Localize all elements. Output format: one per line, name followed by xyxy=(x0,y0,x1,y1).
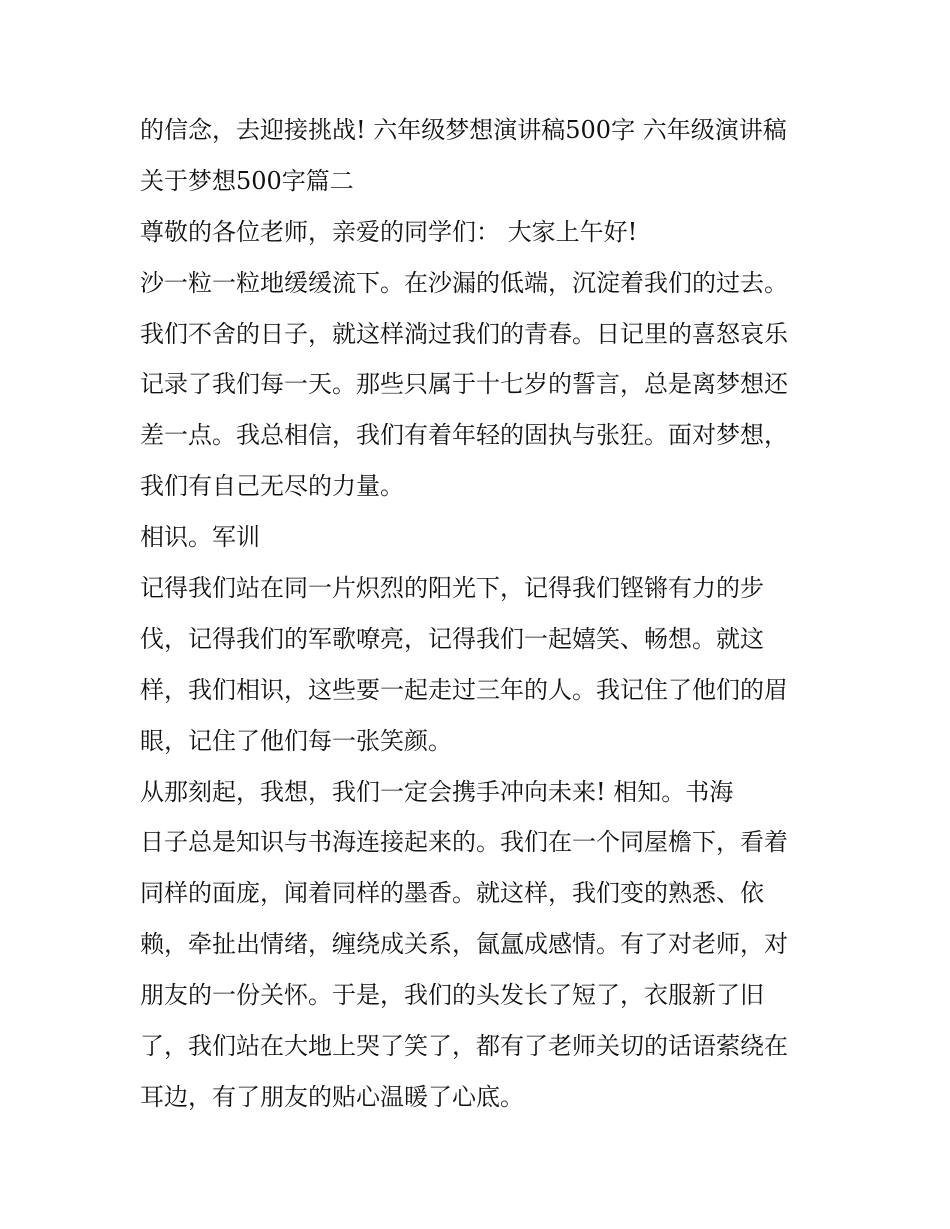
text-line: 尊敬的各位老师，亲爱的同学们： 大家上午好! xyxy=(140,217,638,246)
text-line: 样，我们相识，这些要一起走过三年的人。我记住了他们的眉 xyxy=(140,675,788,704)
text-line: 记录了我们每一天。那些只属于十七岁的誓言，总是离梦想还 xyxy=(140,370,788,399)
text-line: 沙一粒一粒地缓缓流下。在沙漏的低端，沉淀着我们的过去。 xyxy=(140,268,788,297)
text-line: 耳边，有了朋友的贴心温暖了心底。 xyxy=(140,1082,524,1111)
section-heading: 相识。军训 xyxy=(140,523,260,552)
text-line: 我们不舍的日子，就这样淌过我们的青春。日记里的喜怒哀乐 xyxy=(140,319,788,348)
text-line: 赖，牵扯出情绪，缠绕成关系，氤氲成感情。有了对老师，对 xyxy=(140,930,788,959)
text-line: 同样的面庞，闻着同样的墨香。就这样，我们变的熟悉、依 xyxy=(140,879,764,908)
text-line: 从那刻起，我想，我们一定会携手冲向未来! 相知。书海 xyxy=(140,777,734,806)
text-line: 差一点。我总相信，我们有着年轻的固执与张狂。面对梦想， xyxy=(140,421,788,450)
text-line: 眼，记住了他们每一张笑颜。 xyxy=(140,726,452,755)
text-line: 的信念，去迎接挑战! 六年级梦想演讲稿500字 六年级演讲稿 xyxy=(140,116,787,144)
text-line: 关于梦想500字篇二 xyxy=(140,166,354,195)
text-line: 记得我们站在同一片炽烈的阳光下，记得我们铿锵有力的步 xyxy=(140,574,764,603)
text-line: 了，我们站在大地上哭了笑了，都有了老师关切的话语萦绕在 xyxy=(140,1032,788,1061)
text-line: 伐，记得我们的军歌嘹亮，记得我们一起嬉笑、畅想。就这 xyxy=(140,624,764,653)
text-line: 日子总是知识与书海连接起来的。我们在一个同屋檐下，看着 xyxy=(140,828,788,857)
document-body xyxy=(140,108,820,1126)
text-line: 我们有自己无尽的力量。 xyxy=(140,472,404,501)
text-line: 朋友的一份关怀。于是，我们的头发长了短了，衣服新了旧 xyxy=(140,981,764,1010)
